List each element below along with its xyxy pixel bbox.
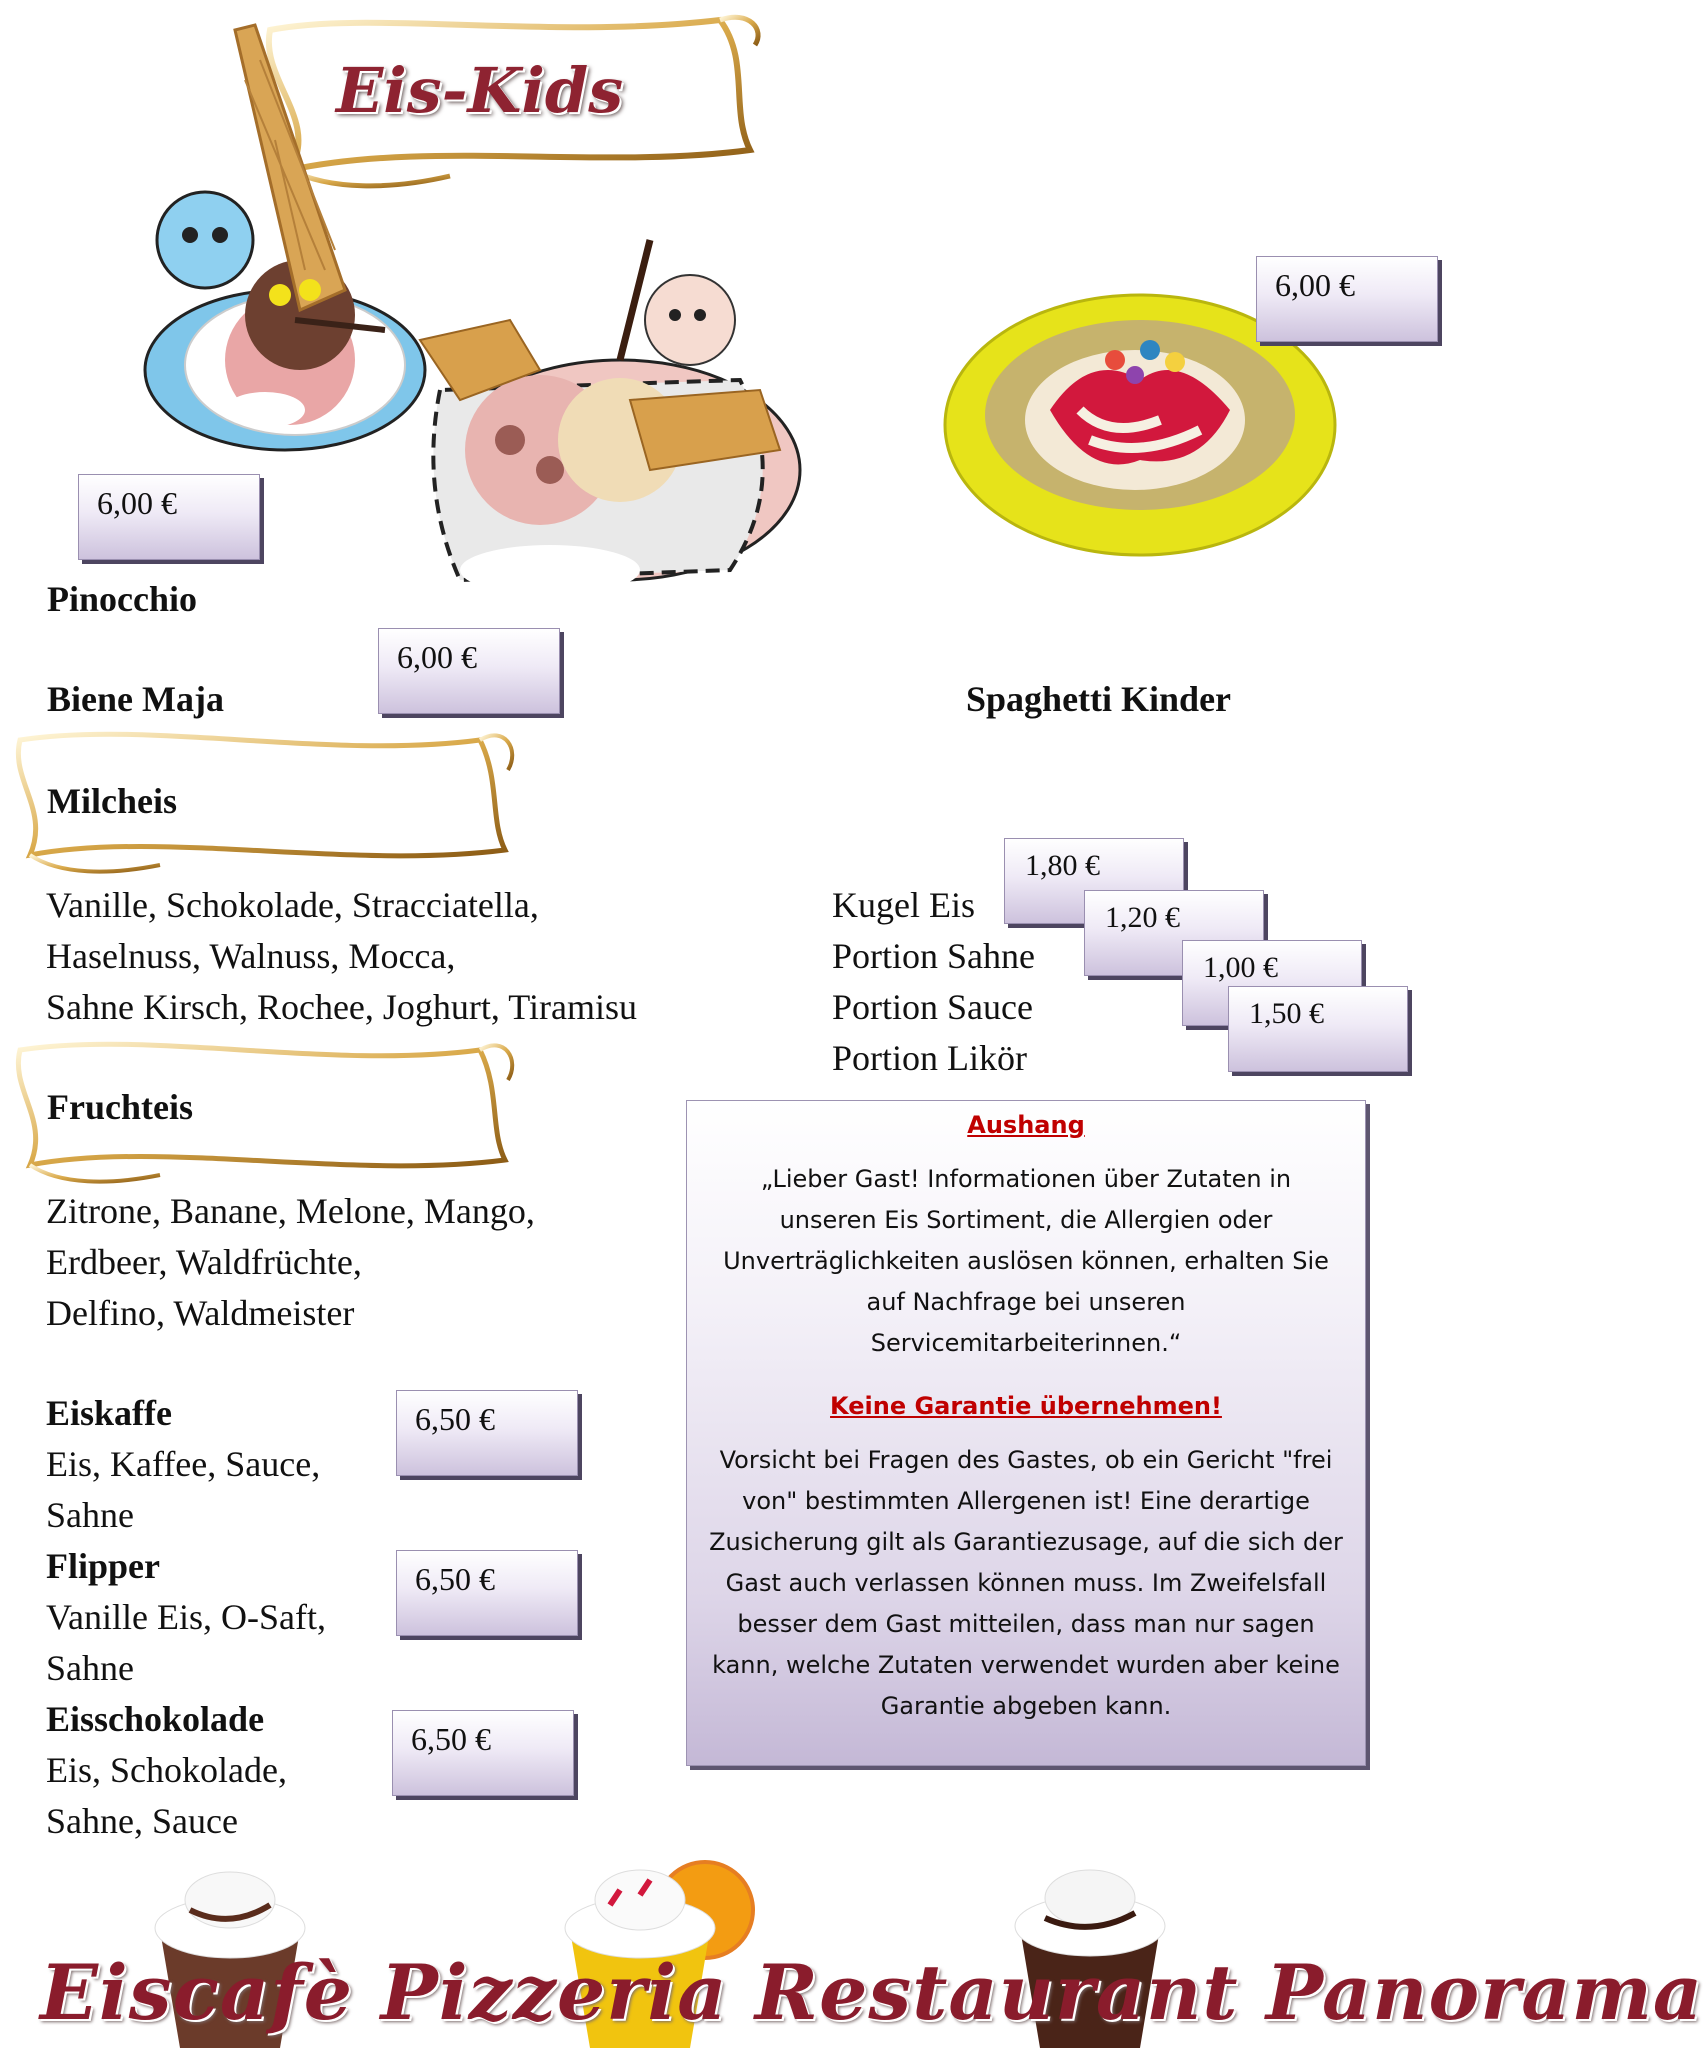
extra-item: Portion Likör [832, 1038, 1027, 1078]
fruchteis-list [46, 1186, 686, 1339]
fruchteis-line: Delfino, Waldmeister [46, 1293, 355, 1333]
fruchteis-line: Erdbeer, Waldfrüchte, [46, 1242, 362, 1282]
flipper-price: 6,50 € [396, 1550, 578, 1636]
drink-desc: Sahne [46, 1648, 134, 1688]
milcheis-line: Haselnuss, Walnuss, Mocca, [46, 936, 456, 976]
biene-maja-name: Biene Maja [47, 679, 224, 719]
extra-item: Portion Sahne [832, 936, 1035, 976]
drink-desc: Sahne, Sauce [46, 1801, 238, 1841]
notice-body: Vorsicht bei Fragen des Gastes, ob ein Gericht "frei von" bestimmten Allergenen ist! Eine derartige Zusicherung gilt als Garantiezusage, auf die sich der Gast auch verlassen können muss. Im Zweifelsfall besser dem Gast mitteilen, dass man nur sagen kann, welche Zutaten verwendet wurden aber keine Garantie abgeben kann. [709, 1446, 1343, 1720]
page-title: Eis-Kids [336, 54, 624, 127]
spaghetti-price: 6,00 € [1256, 256, 1438, 342]
biene-maja-price: 6,00 € [378, 628, 560, 714]
extra-item: Kugel Eis [832, 885, 975, 925]
drink-desc: Vanille Eis, O-Saft, [46, 1597, 326, 1637]
eisschokolade-price: 6,50 € [392, 1710, 574, 1796]
milcheis-line: Sahne Kirsch, Rochee, Joghurt, Tiramisu [46, 987, 637, 1027]
allergen-notice [686, 1100, 1366, 1766]
spaghetti-name: Spaghetti Kinder [966, 679, 1232, 719]
notice-warning: Keine Garantie übernehmen! [830, 1392, 1222, 1420]
eiskaffe-price: 6,50 € [396, 1390, 578, 1476]
portion-sahne-price: 1,20 € [1084, 890, 1264, 976]
drink-desc: Sahne [46, 1495, 134, 1535]
restaurant-name: Eiscafè Pizzeria Restaurant Panorama [40, 1948, 1703, 2037]
drink-desc: Eis, Kaffee, Sauce, [46, 1444, 321, 1484]
kugel-eis-price: 1,80 € [1004, 838, 1184, 924]
fruchteis-title: Fruchteis [47, 1087, 193, 1127]
drink-name: Eiskaffe [46, 1393, 172, 1433]
notice-heading: Aushang [967, 1111, 1085, 1139]
drink-desc: Eis, Schokolade, [46, 1750, 287, 1790]
milcheis-title: Milcheis [47, 781, 177, 821]
notice-quote: „Lieber Gast! Informationen über Zutaten in unseren Eis Sortiment, die Allergien oder Unverträglichkeiten auslösen können, erhalten Sie auf Nachfrage bei unseren Servicemitarbeiterinnen.“ [723, 1165, 1329, 1357]
drink-name: Eisschokolade [46, 1699, 265, 1739]
portion-likoer-price: 1,50 € [1228, 986, 1408, 1072]
biene-maja-image [400, 240, 800, 620]
pinocchio-name: Pinocchio [47, 579, 197, 619]
extra-item: Portion Sauce [832, 987, 1033, 1027]
fruchteis-line: Zitrone, Banane, Melone, Mango, [46, 1191, 535, 1231]
milcheis-line: Vanille, Schokolade, Stracciatella, [46, 885, 539, 925]
drink-name: Flipper [46, 1546, 160, 1586]
portion-sauce-price: 1,00 € [1182, 940, 1362, 1026]
pinocchio-price: 6,00 € [78, 474, 260, 560]
pinocchio-image [95, 20, 435, 460]
drinks-list [46, 1388, 406, 1847]
